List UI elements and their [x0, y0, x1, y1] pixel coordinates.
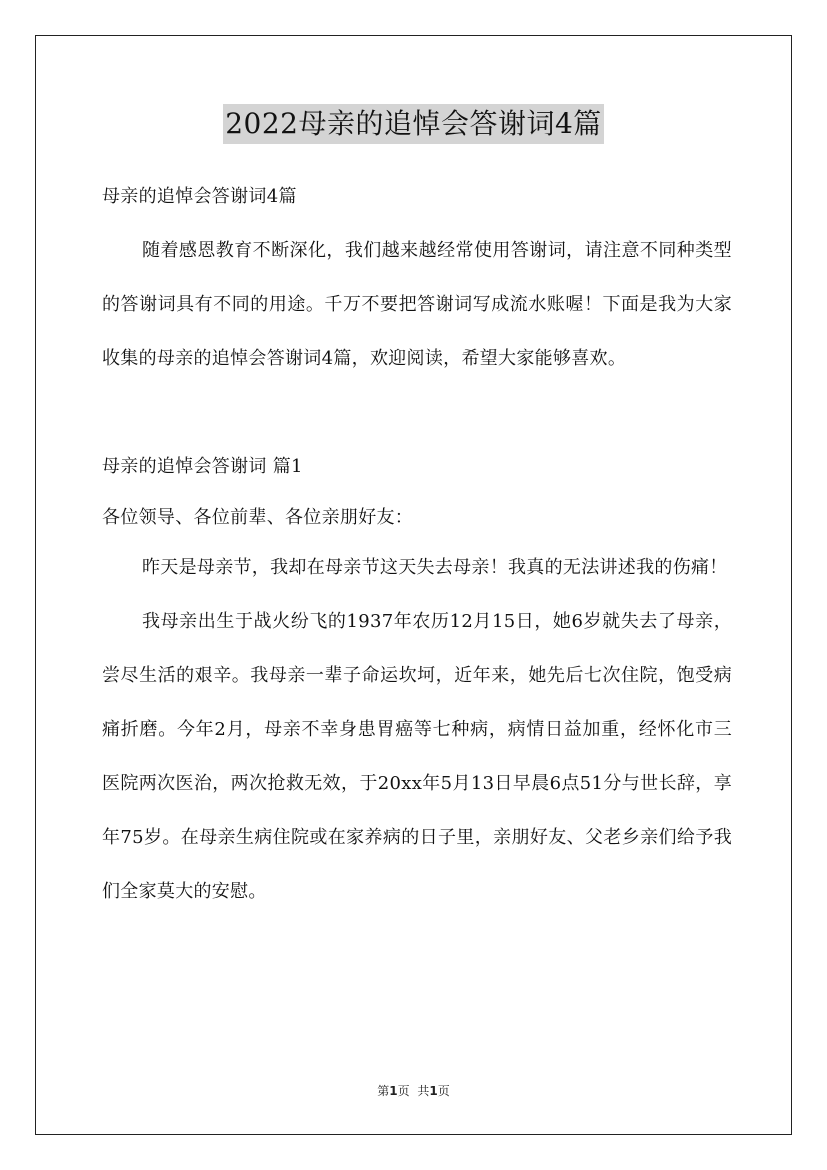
section-heading: 母亲的追悼会答谢词 篇1: [102, 456, 303, 477]
page-label-prefix: 第: [377, 1084, 390, 1098]
total-pages: 1: [429, 1084, 438, 1098]
document-subtitle: 母亲的追悼会答谢词4篇: [102, 186, 297, 207]
page-footer: [0, 1082, 827, 1099]
document-title: [0, 103, 827, 144]
page-label-suffix: 页: [397, 1084, 410, 1098]
total-label-prefix: 共: [417, 1084, 430, 1098]
intro-paragraph: 随着感恩教育不断深化，我们越来越经常使用答谢词，请注意不同种类型的答谢词具有不同的用途。千万不要把答谢词写成流水账喔！下面是我为大家收集的母亲的追悼会答谢词4篇，欢迎阅读，希望大家能够喜欢。: [102, 240, 732, 369]
salutation: 各位领导、各位前辈、各位亲朋好友：: [102, 507, 414, 528]
body-paragraph-1: 昨天是母亲节，我却在母亲节这天失去母亲！我真的无法讲述我的伤痛！: [142, 557, 728, 578]
total-label-suffix: 页: [437, 1084, 450, 1098]
section-spacer: [102, 386, 732, 440]
document-title-text: 2022母亲的追悼会答谢词4篇: [223, 104, 604, 144]
body-paragraph-2: 我母亲出生于战火纷飞的1937年农历12月15日，她6岁就失去了母亲，尝尽生活的艰辛。我母亲一辈子命运坎坷，近年来，她先后七次住院，饱受病痛折磨。今年2月，母亲不幸身患胃癌等七种病，病情日益加重，经怀化市三医院两次医治，两次抢救无效，于20xx年5月13日早晨6点51分与世长辞，享年75岁。在母亲生病住院或在家养病的日子里，亲朋好友、父老乡亲们给予我们全家莫大的安慰。: [102, 611, 732, 902]
page-number: 1: [389, 1084, 398, 1098]
document-body: [102, 170, 732, 919]
